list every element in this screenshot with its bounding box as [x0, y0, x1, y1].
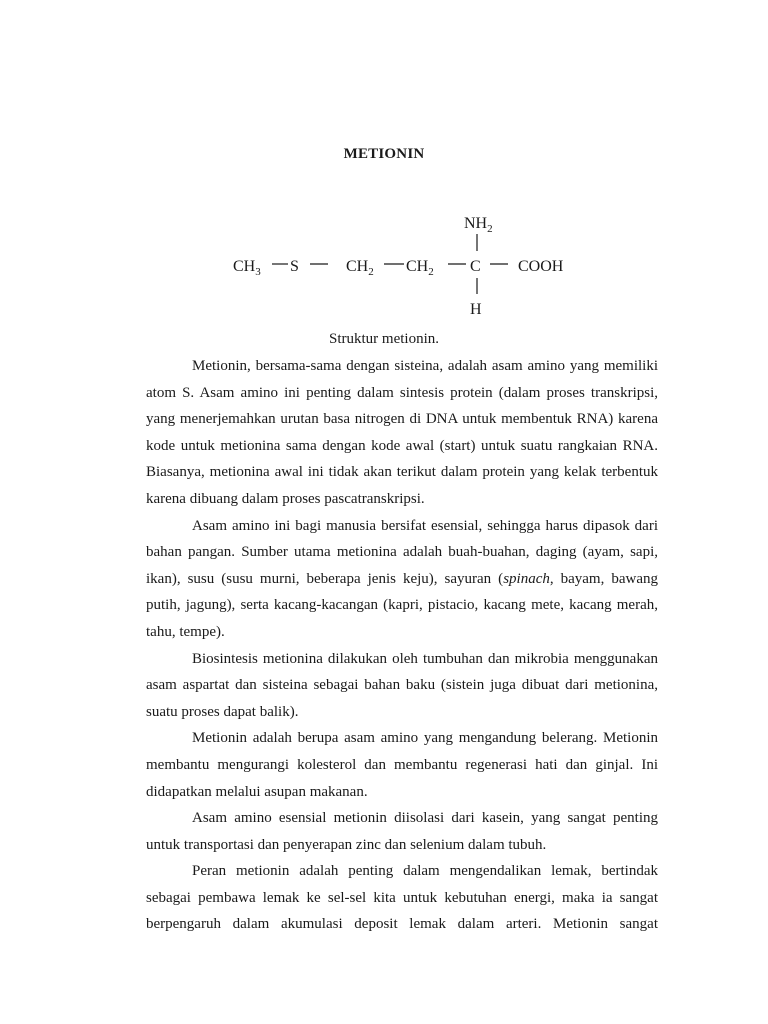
paragraph-1: Metionin, bersama-sama dengan sisteina, adalah asam amino yang memiliki atom S. Asam amino ini penting dalam sintesis protein (dalam proses transkripsi, yang menerjemahkan urutan basa nitrogen di DNA untuk membentuk RNA) karena kode untuk metionina sama dengan kode awal (start) untuk suatu rangkaian RNA. Biasanya, metionina awal ini tidak akan terikut dalam protein yang kelak terbentuk karena dibuang dalam proses pascatranskripsi.	[146, 358, 658, 507]
paragraph-3: Biosintesis metionina dilakukan oleh tumbuhan dan mikrobia menggunakan asam aspartat dan sisteina sebagai bahan baku (sistein juga dibuat dari metionina, suatu proses dapat balik).	[146, 650, 658, 720]
structure-nh2-label: $NH_2$	[464, 215, 493, 235]
structure-ch2-first-label: $CH_2$	[346, 258, 374, 278]
document-body	[146, 353, 658, 938]
structure-s-label: S	[290, 258, 299, 275]
paragraph-2	[146, 513, 658, 646]
paragraph-2-text-before: Asam amino ini bagi manusia bersifat esensial, sehingga harus dipasok dari bahan pangan. Sumber utama metionina adalah buah-buahan, daging (ayam, sapi, ikan), susu (susu murni, beberapa jenis keju), sayuran (	[146, 517, 658, 587]
figure-caption: Struktur metionin.	[329, 331, 439, 347]
paragraph-6: Peran metionin adalah penting dalam mengendalikan lemak, bertindak sebagai pembawa lemak ke sel-sel kita untuk kebutuhan energi, maka ia sangat berpengaruh dalam akumulasi deposit lemak dalam arteri. Metionin sangat	[146, 863, 658, 933]
structure-h-label: H	[470, 301, 482, 318]
paragraph-5: Asam amino esensial metionin diisolasi dari kasein, yang sangat penting untuk transportasi dan penyerapan zinc dan selenium dalam tubuh.	[146, 810, 658, 853]
chemical-structure-diagram	[0, 200, 768, 325]
paragraph-2-text-after: , bayam, bawang putih, jagung), serta kacang-kacangan (kapri, pistacio, kacang mete, kacang merah, tahu, tempe).	[146, 570, 658, 640]
paragraph-2-italic-term: spinach	[503, 570, 550, 587]
paragraph-4: Metionin adalah berupa asam amino yang mengandung belerang. Metionin membantu mengurangi kolesterol dan membantu regenerasi hati dan ginjal. Ini didapatkan melalui asupan makanan.	[146, 730, 658, 800]
structure-cooh-label: COOH	[518, 258, 564, 275]
structure-ch3-label: $CH_3$	[233, 258, 261, 278]
methionine-structure-svg	[0, 200, 768, 325]
structure-ch2-second-label: $CH_2$	[406, 258, 434, 278]
document-title: METIONIN	[343, 146, 425, 162]
structure-c-label: C	[470, 258, 481, 275]
